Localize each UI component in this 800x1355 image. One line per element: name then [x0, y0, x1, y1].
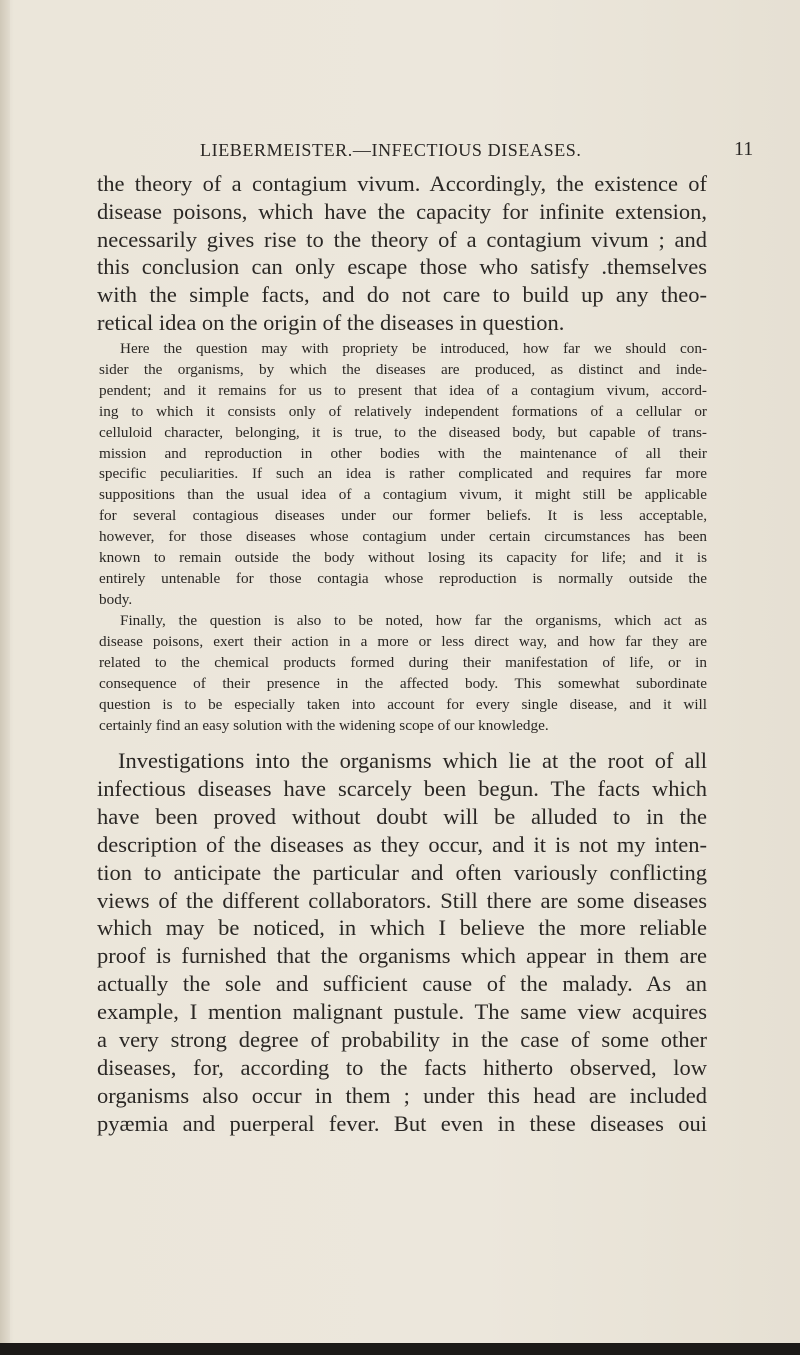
text-line: however, for those diseases whose contagium under certain circumstances has been	[99, 528, 707, 546]
text-line: Here the question may with propriety be introduced, how far we should con-	[120, 340, 707, 357]
text-line: known to remain outside the body without losing its capacity for life; and it is	[99, 549, 707, 567]
text-line: for several contagious diseases under our former beliefs. It is less acceptable,	[99, 507, 707, 525]
text-line: proof is furnished that the organisms which appear in them are	[97, 943, 707, 969]
text-line: consequence of their presence in the affected body. This somewhat subordinate	[99, 674, 707, 692]
note-paragraph-chemical-products	[99, 611, 707, 736]
paragraph-continuation	[97, 170, 707, 337]
text-line: ing to which it consists only of relatively independent formations of a cellular or	[99, 402, 707, 420]
text-line: mission and reproduction in other bodies with the maintenance of all their	[99, 444, 707, 462]
text-line: have been proved without doubt will be alluded to in the	[97, 803, 707, 829]
text-line: Investigations into the organisms which lie at the root of all	[118, 748, 707, 773]
text-line: body.	[99, 590, 133, 608]
text-line: Finally, the question is also to be noted, how far the organisms, which act as	[120, 612, 707, 629]
text-line: pyæmia and puerperal fever. But even in these diseases oui	[97, 1110, 707, 1136]
paragraph-investigations	[97, 747, 707, 1138]
text-line: with the simple facts, and do not care to build up any theo-	[97, 282, 707, 308]
text-line: entirely untenable for those contagia whose reproduction is normally outside the	[99, 569, 707, 587]
text-line: diseases, for, according to the facts hitherto observed, low	[97, 1054, 707, 1080]
page-binding-edge	[0, 0, 10, 1355]
text-line: certainly find an easy solution with the widening scope of our knowledge.	[99, 716, 549, 734]
text-line: actually the sole and sufficient cause of the malady. As an	[97, 971, 707, 997]
text-line: question is to be especially taken into account for every single disease, and it will	[99, 695, 707, 713]
note-paragraph-organisms	[99, 339, 707, 611]
text-line: infectious diseases have scarcely been begun. The facts which	[97, 775, 707, 801]
text-line: necessarily gives rise to the theory of a contagium vivum ; and	[97, 226, 707, 252]
text-line: views of the different collaborators. Still there are some diseases	[97, 887, 707, 913]
page-number: 11	[734, 138, 754, 160]
text-line: related to the chemical products formed during their manifestation of life, or in	[99, 653, 707, 671]
text-line: specific peculiarities. If such an idea is rather complicated and requires far more	[99, 465, 707, 483]
text-line: disease poisons, which have the capacity for infinite extension,	[97, 198, 707, 224]
text-line: disease poisons, exert their action in a more or less direct way, and how far they are	[99, 632, 707, 650]
text-line: this conclusion can only escape those who satisfy .themselves	[97, 254, 707, 280]
text-line: sider the organisms, by which the diseases are produced, as distinct and inde-	[99, 360, 707, 378]
text-line: example, I mention malignant pustule. The same view acquires	[97, 999, 707, 1025]
text-line: celluloid character, belonging, it is true, to the diseased body, but capable of trans-	[99, 423, 707, 441]
text-line: organisms also occur in them ; under this head are included	[97, 1082, 707, 1108]
text-line: tion to anticipate the particular and often variously conflicting	[97, 859, 707, 885]
text-line: retical idea on the origin of the diseases in question.	[97, 309, 565, 335]
text-line: which may be noticed, in which I believe the more reliable	[97, 915, 707, 941]
text-line: a very strong degree of probability in the case of some other	[97, 1027, 707, 1053]
scan-bottom-border	[0, 1343, 800, 1355]
running-header: LIEBERMEISTER.—INFECTIOUS DISEASES.	[200, 140, 582, 160]
text-line: suppositions than the usual idea of a contagium vivum, it might still be applicable	[99, 486, 707, 504]
text-line: pendent; and it remains for us to present that idea of a contagium vivum, accord-	[99, 381, 707, 399]
text-line: the theory of a contagium vivum. Accordingly, the existence of	[97, 171, 707, 196]
text-line: description of the diseases as they occur, and it is not my inten-	[97, 831, 707, 857]
